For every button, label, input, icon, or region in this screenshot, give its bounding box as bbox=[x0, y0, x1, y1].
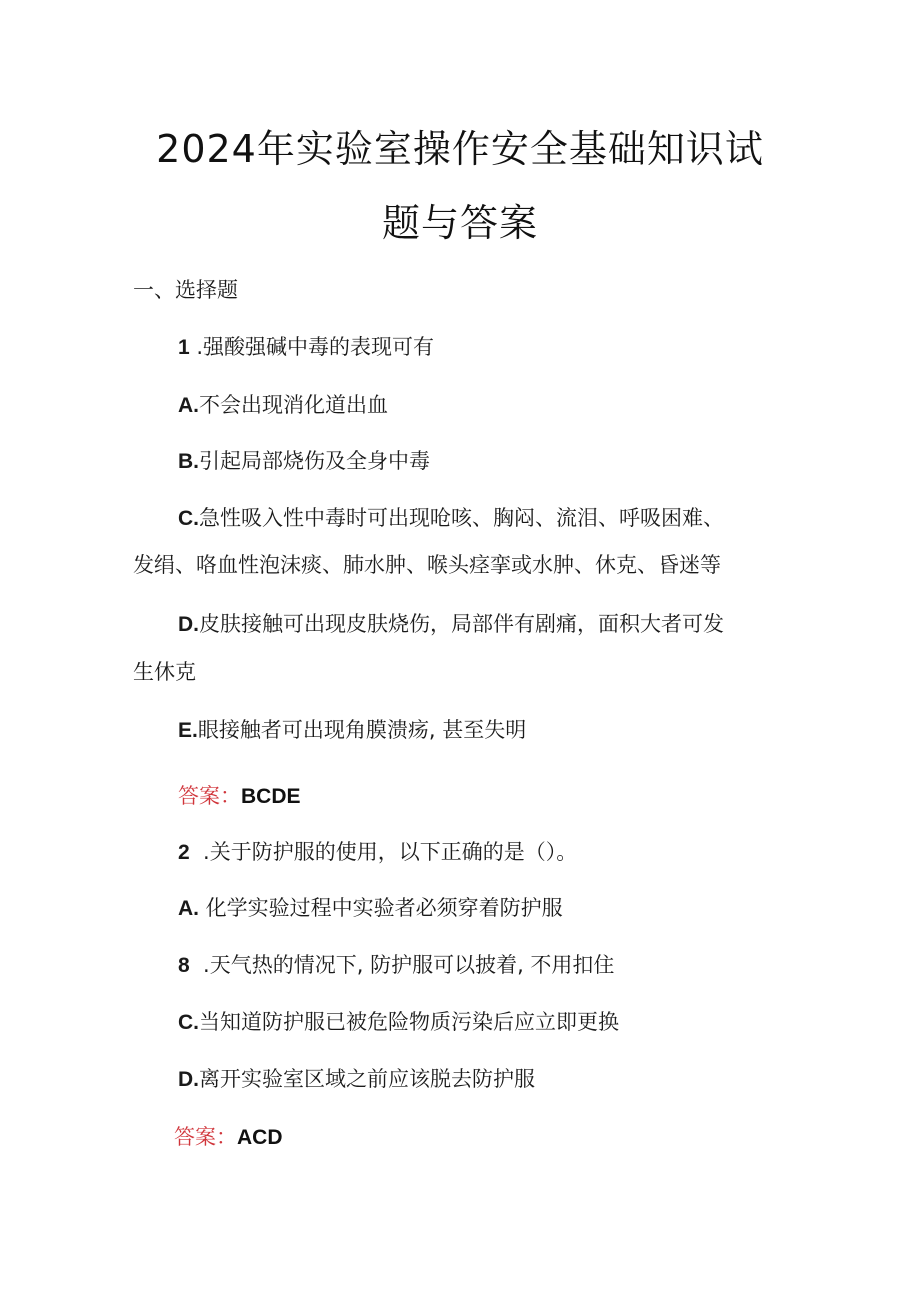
option-text: 急性吸入性中毒时可出现呛咳、胸闷、流泪、呼吸困难、 bbox=[199, 506, 724, 530]
answer-value: BCDE bbox=[241, 785, 301, 808]
option-text: 不会出现消化道出血 bbox=[199, 393, 388, 417]
question-1-option-a bbox=[178, 391, 388, 420]
option-key: C. bbox=[178, 507, 199, 530]
option-key: 8 bbox=[178, 954, 190, 977]
option-text: 离开实验室区域之前应该脱去防护服 bbox=[199, 1067, 535, 1091]
question-1-option-d bbox=[178, 610, 724, 639]
option-text: 引起局部烧伤及全身中毒 bbox=[199, 449, 430, 473]
option-key: D. bbox=[178, 1068, 199, 1091]
option-key: A. bbox=[178, 897, 199, 920]
answer-label: 答案： bbox=[174, 1125, 237, 1149]
document-title-line-1: 2024年实验室操作安全基础知识试 bbox=[156, 127, 764, 171]
question-2-answer bbox=[174, 1123, 283, 1152]
question-1-option-c-continued: 发绢、咯血性泡沫痰、肺水肿、喉头痉挛或水肿、休克、昏迷等 bbox=[133, 553, 721, 577]
option-text: 皮肤接触可出现皮肤烧伤，局部伴有剧痛，面积大者可发 bbox=[199, 612, 724, 636]
question-1-answer bbox=[178, 782, 301, 811]
question-1 bbox=[178, 333, 434, 362]
option-key: E. bbox=[178, 719, 198, 742]
option-text: .天气热的情况下, 防护服可以披着, 不用扣住 bbox=[203, 953, 615, 977]
question-2-number: 2 bbox=[178, 841, 190, 864]
question-1-option-c bbox=[178, 504, 724, 533]
question-1-option-e bbox=[178, 716, 526, 745]
question-2-option-c bbox=[178, 1008, 619, 1037]
question-2 bbox=[178, 838, 577, 867]
option-key: D. bbox=[178, 613, 199, 636]
question-1-option-b bbox=[178, 447, 430, 476]
answer-label: 答案： bbox=[178, 784, 241, 808]
question-2-text: .关于防护服的使用，以下正确的是（）。 bbox=[203, 840, 578, 864]
option-text: 当知道防护服已被危险物质污染后应立即更换 bbox=[199, 1010, 619, 1034]
option-text: 化学实验过程中实验者必须穿着防护服 bbox=[199, 896, 563, 920]
question-2-option-b bbox=[178, 951, 614, 980]
document-title-line-2: 题与答案 bbox=[381, 201, 538, 245]
question-2-option-a bbox=[178, 894, 563, 923]
question-1-text: .强酸强碱中毒的表现可有 bbox=[196, 335, 435, 359]
question-2-option-d bbox=[178, 1065, 535, 1094]
option-key: C. bbox=[178, 1011, 199, 1034]
question-1-number: 1 bbox=[178, 336, 190, 359]
section-heading: 一、选择题 bbox=[133, 278, 238, 302]
option-key: B. bbox=[178, 450, 199, 473]
option-text: 眼接触者可出现角膜溃疡, 甚至失明 bbox=[197, 718, 527, 742]
question-1-option-d-continued: 生休克 bbox=[133, 660, 196, 684]
option-key: A. bbox=[178, 394, 199, 417]
answer-value: ACD bbox=[237, 1126, 283, 1149]
